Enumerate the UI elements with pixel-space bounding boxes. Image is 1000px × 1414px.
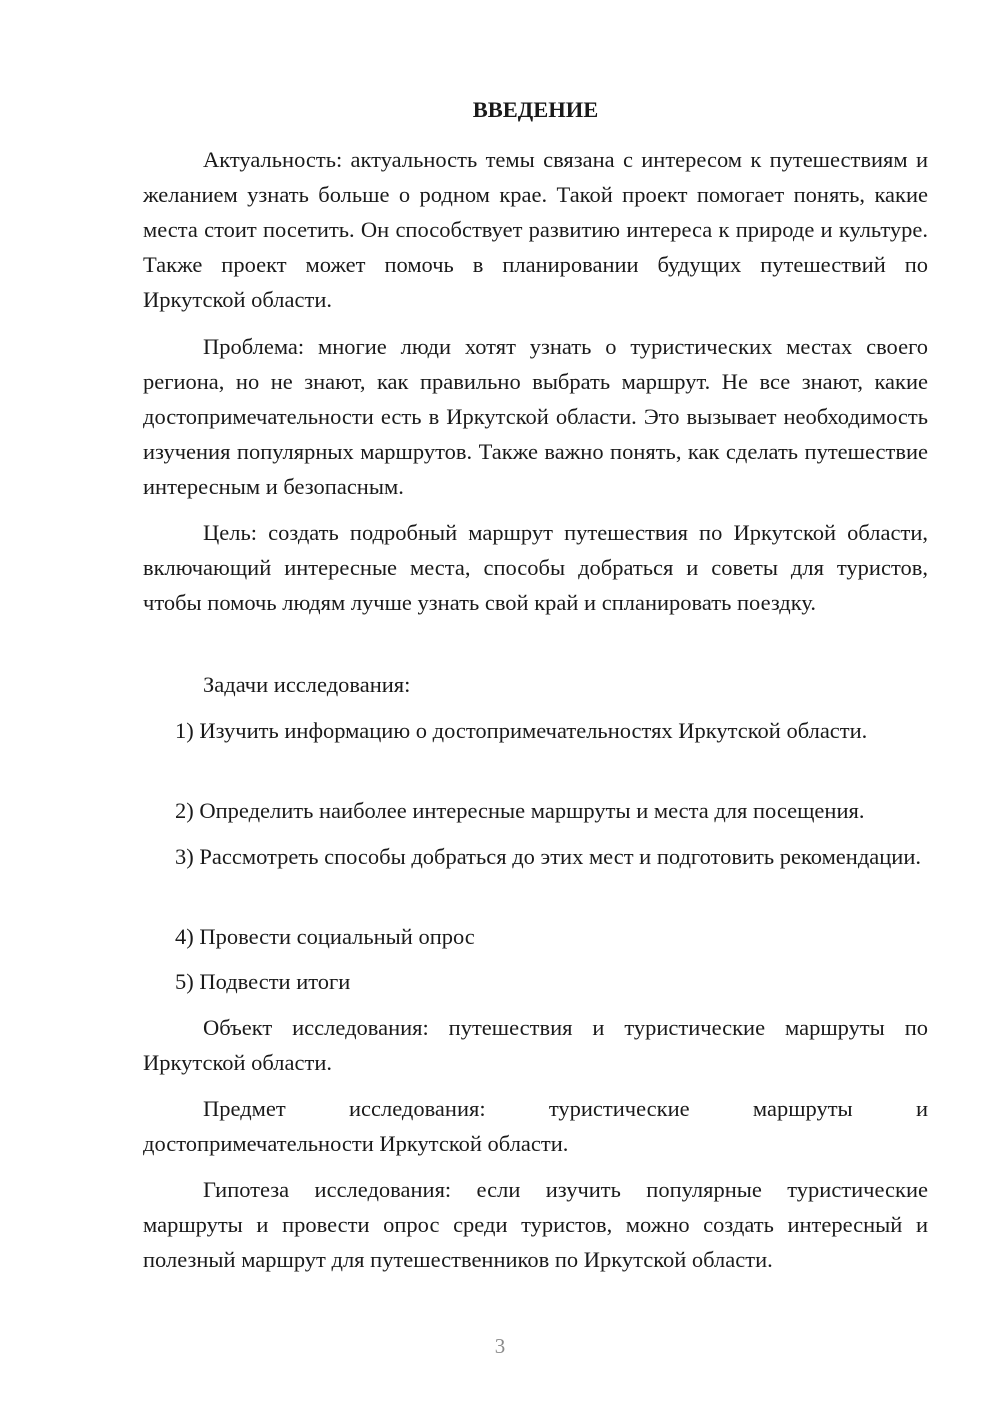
paragraph-subject: Предмет исследования: туристические маршруты и достопримечательности Иркутской области.: [143, 1096, 928, 1156]
list-item: 1) Изучить информацию о достопримечательностях Иркутской области.: [175, 718, 868, 743]
paragraph-tasks-heading: Задачи исследования:: [203, 672, 411, 697]
list-item: 3) Рассмотреть способы добраться до этих мест и подготовить рекомендации.: [175, 844, 922, 869]
paragraph-object: Объект исследования: путешествия и туристические маршруты по Иркутской области.: [143, 1015, 928, 1075]
paragraph-relevance: Актуальность: актуальность темы связана с интересом к путешествиям и желанием узнать больше о родном крае. Такой проект помогает понять, какие места стоит посетить. Он способствует развитию интереса к природе и культуре. Также проект может помочь в планировании будущих путешествий по Иркутской области.: [143, 147, 928, 312]
paragraph-hypothesis: Гипотеза исследования: если изучить популярные туристические маршруты и провести опрос среди туристов, можно создать интересный и полезный маршрут для путешественников по Иркутской области.: [143, 1177, 928, 1272]
list-item: 2) Определить наиболее интересные маршруты и места для посещения.: [175, 798, 865, 823]
paragraph-goal: Цель: создать подробный маршрут путешествия по Иркутской области, включающий интересные места, способы добраться и советы для туристов, чтобы помочь людям лучше узнать свой край и спланировать поездку.: [143, 520, 928, 615]
list-item: 4) Провести социальный опрос: [175, 924, 475, 949]
list-item: 5) Подвести итоги: [175, 969, 351, 994]
paragraph-problem: Проблема: многие люди хотят узнать о туристических местах своего региона, но не знают, как правильно выбрать маршрут. Не все знают, какие достопримечательности есть в Иркутской области. Это вызывает необходимость изучения популярных маршрутов. Также важно понять, как сделать путешествие интересным и безопасным.: [143, 334, 928, 499]
page-title: ВВЕДЕНИЕ: [472, 97, 599, 122]
page-number: 3: [494, 1334, 506, 1358]
